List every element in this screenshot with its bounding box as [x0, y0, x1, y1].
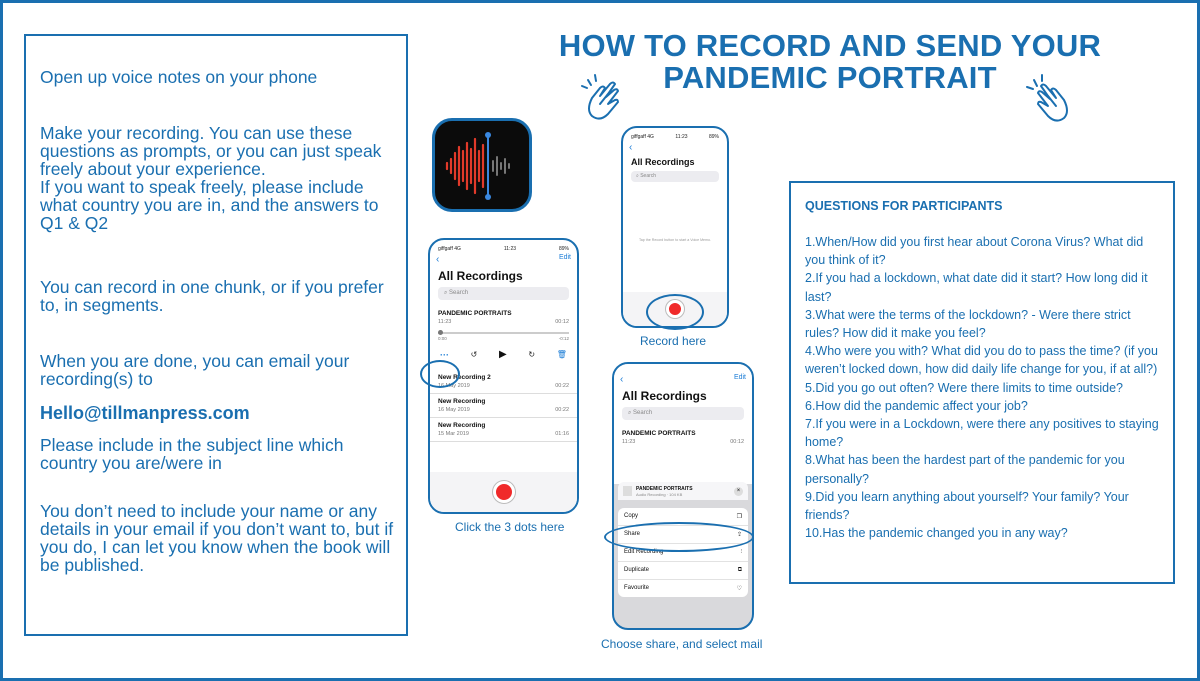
empty-hint: Tap the Record button to start a Voice Memo. [638, 238, 712, 242]
copy-icon: ❐ [736, 514, 742, 520]
list-item[interactable]: New Recording 16 May 2019 00:22 [430, 394, 577, 418]
clapping-hands-icon [1022, 70, 1078, 132]
question-item: 2.If you had a lockdown, what date did it start? How long did it last? [805, 271, 1148, 304]
back-chevron-icon[interactable]: ‹ [629, 142, 633, 153]
email-address[interactable]: Hello@tillmanpress.com [40, 403, 250, 423]
highlight-ring [646, 294, 704, 330]
question-item: 1.When/How did you first hear about Corona Virus? What did you think of it? [805, 235, 1144, 268]
questions-panel [789, 181, 1175, 584]
question-item: 6.How did the pandemic affect your job? [805, 398, 1028, 413]
instruction-speak-freely: If you want to speak freely, please include what country you are in, and the answers to Q1 & Q2 [40, 177, 379, 233]
nav-bar [430, 252, 577, 265]
instruction-make-recording: Make your recording. You can use these questions as prompts, or you can just speak freely about your experience. [40, 123, 382, 179]
title-line-1: HOW TO RECORD AND SEND YOUR [558, 28, 1102, 63]
caption-record-here: Record here [640, 334, 707, 348]
duplicate-icon: ⧉ [737, 567, 742, 573]
back-chevron-icon[interactable]: ‹ [620, 374, 624, 385]
list-item[interactable]: New Recording 15 Mar 2019 01:16 [430, 418, 577, 442]
file-icon [623, 486, 632, 496]
status-bar: giffgaff 4G 11:23 89% [438, 246, 569, 252]
skip-forward-icon[interactable]: ↻ [528, 350, 536, 359]
caption-choose-share: Choose share, and select mail [601, 637, 763, 651]
voice-memos-app-icon [432, 118, 532, 212]
question-item: 9.Did you learn anything about yourself? Your family? Your friends? [805, 489, 1129, 523]
recordings-background [614, 364, 752, 484]
waveform-icon: ⫶ [740, 549, 742, 555]
search-input[interactable]: ⌕ Search [438, 287, 569, 300]
questions-heading: QUESTIONS FOR PARTICIPANTS [805, 199, 1003, 213]
edit-button[interactable]: Edit [733, 374, 746, 381]
instruction-segments: You can record in one chunk, or if you prefer to, in segments. [40, 277, 384, 315]
caption-click-dots: Click the 3 dots here [455, 520, 565, 534]
instruction-privacy: You don’t need to include your name or any details in your email if you don’t want to, but if you do, I can let you know when the book will be published. [40, 501, 394, 575]
title-line-2: PANDEMIC PORTRAIT [663, 60, 997, 95]
menu-item-duplicate[interactable]: Duplicate ⧉ [618, 562, 748, 580]
heart-icon: ♡ [736, 586, 742, 592]
search-input[interactable]: ⌕ Search [622, 407, 744, 420]
instruction-open-app: Open up voice notes on your phone [40, 67, 318, 87]
status-bar: giffgaff 4G 11:23 89% [631, 134, 719, 140]
scrubber[interactable] [438, 332, 569, 334]
back-chevron-icon[interactable]: ‹ [436, 254, 440, 265]
question-item: 4.Who were you with? What did you do to pass the time? (if you weren’t locked down, how did daily life change for you, if at all?) [805, 344, 1158, 377]
search-input[interactable]: ⌕ Search [631, 171, 719, 182]
scrubber-handle[interactable] [438, 330, 443, 335]
highlight-ring [604, 522, 754, 552]
search-icon: ⌕ [444, 290, 450, 296]
question-item: 10.Has the pandemic changed you in any way? [805, 526, 1068, 541]
all-recordings-heading: All Recordings [631, 157, 695, 167]
search-icon: ⌕ [636, 173, 641, 179]
skip-back-icon[interactable]: ↺ [470, 350, 478, 359]
instruction-subject-line: Please include in the subject line which country you are/were in [40, 435, 344, 473]
edit-button[interactable]: Edit [558, 254, 571, 261]
menu-item-edit-recording[interactable]: Edit Recording ⫶ [618, 544, 748, 562]
question-item: 3.What were the terms of the lockdown? - Were there strict rules? How did it make you feel? [805, 307, 1131, 341]
more-dots-icon[interactable]: ··· [440, 349, 449, 360]
play-icon[interactable]: ▶ [499, 349, 507, 360]
nav-bar [614, 364, 752, 385]
question-item: 7.If you were in a Lockdown, were there any positives to staying home? [805, 417, 1159, 450]
phone-share-screen [612, 362, 754, 630]
search-icon: ⌕ [628, 410, 634, 416]
menu-item-copy[interactable]: Copy ❐ [618, 508, 748, 526]
record-bar [430, 472, 577, 512]
share-sheet-header: PANDEMIC PORTRAITS Audio Recording · 104 KB × [618, 482, 748, 500]
menu-item-share[interactable]: Share ⇪ [618, 526, 748, 544]
list-item[interactable]: PANDEMIC PORTRAITS 11:23 00:12 [622, 430, 744, 445]
instructions-panel [24, 34, 408, 636]
clapping-hands-icon [578, 70, 634, 128]
all-recordings-heading: All Recordings [438, 269, 523, 283]
list-item[interactable]: New Recording 2 16 May 2019 00:22 [430, 370, 577, 394]
question-item: 5.Did you go out often? Were there limits to time outside? [805, 380, 1123, 395]
share-icon: ⇪ [736, 532, 742, 538]
all-recordings-heading: All Recordings [622, 389, 707, 403]
menu-item-favourite[interactable]: Favourite ♡ [624, 585, 742, 592]
trash-icon[interactable]: 🗑 [556, 350, 567, 359]
list-item[interactable]: PANDEMIC PORTRAITS 11:23 00:12 0:00 -0:12 ··· ↺ ▶ ↻ 🗑 [430, 306, 577, 370]
playback-controls [438, 349, 569, 366]
instruction-email: When you are done, you can email your recording(s) to [40, 351, 350, 389]
record-button[interactable] [493, 481, 515, 503]
question-item: 8.What has been the hardest part of the pandemic for you personally? [805, 453, 1125, 486]
close-icon[interactable]: × [734, 487, 743, 496]
highlight-ring [420, 360, 460, 388]
